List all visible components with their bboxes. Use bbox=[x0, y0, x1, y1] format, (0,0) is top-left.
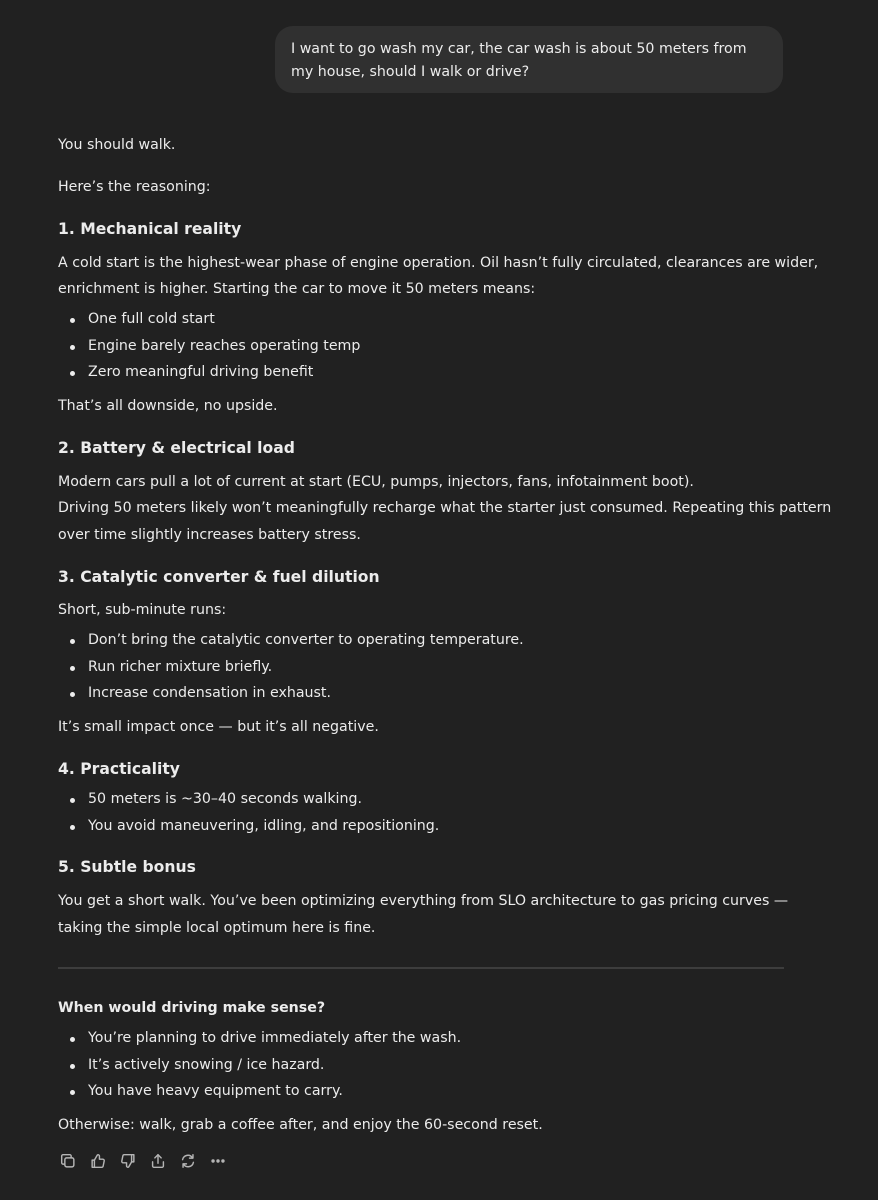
list-item: Don’t bring the catalytic converter to operating temperature. bbox=[58, 627, 524, 654]
bullet-list bbox=[58, 1025, 461, 1105]
section-heading: 5. Subtle bonus bbox=[58, 858, 196, 876]
section-text: A cold start is the highest-wear phase of engine operation. Oil hasn’t fully circulated, clearances are wider, bbox=[58, 255, 819, 271]
section-text: It’s small impact once — but it’s all negative. bbox=[58, 719, 379, 735]
list-item: It’s actively snowing / ice hazard. bbox=[58, 1052, 461, 1079]
section-heading: 4. Practicality bbox=[58, 760, 180, 778]
user-message-bubble bbox=[275, 26, 783, 93]
section-text: That’s all downside, no upside. bbox=[58, 398, 278, 414]
thumbs-up-button[interactable] bbox=[88, 1151, 108, 1171]
section-heading: 2. Battery & electrical load bbox=[58, 439, 295, 457]
thumbs-down-button[interactable] bbox=[118, 1151, 138, 1171]
more-button[interactable] bbox=[208, 1151, 228, 1171]
copy-button[interactable] bbox=[58, 1151, 78, 1171]
list-item: You avoid maneuvering, idling, and repositioning. bbox=[58, 813, 439, 840]
more-icon bbox=[209, 1152, 227, 1170]
share-button[interactable] bbox=[148, 1151, 168, 1171]
section-text: taking the simple local optimum here is fine. bbox=[58, 920, 376, 936]
message-actions bbox=[58, 1151, 228, 1171]
section-text: Driving 50 meters likely won’t meaningfully recharge what the starter just consumed. Repeating this pattern bbox=[58, 500, 832, 516]
bullet-list bbox=[58, 786, 439, 839]
divider bbox=[58, 967, 784, 969]
thumbs-down-icon bbox=[119, 1152, 137, 1170]
answer-intro: You should walk. bbox=[58, 137, 176, 153]
bullet-list bbox=[58, 306, 360, 386]
list-item: You’re planning to drive immediately after the wash. bbox=[58, 1025, 461, 1052]
section-text: Short, sub-minute runs: bbox=[58, 602, 227, 618]
bullet-list bbox=[58, 627, 524, 707]
regenerate-button[interactable] bbox=[178, 1151, 198, 1171]
list-item: Engine barely reaches operating temp bbox=[58, 333, 360, 360]
section-text: You get a short walk. You’ve been optimizing everything from SLO architecture to gas pricing curves — bbox=[58, 893, 789, 909]
section-heading: 3. Catalytic converter & fuel dilution bbox=[58, 568, 380, 586]
user-message-text: I want to go wash my car, the car wash is about 50 meters from my house, should I walk or drive? bbox=[291, 41, 747, 80]
copy-icon bbox=[59, 1152, 77, 1170]
share-icon bbox=[149, 1152, 167, 1170]
closing-text: Otherwise: walk, grab a coffee after, and enjoy the 60-second reset. bbox=[58, 1117, 543, 1133]
subsection-heading: When would driving make sense? bbox=[58, 1000, 326, 1016]
list-item: 50 meters is ~30–40 seconds walking. bbox=[58, 786, 439, 813]
section-text: enrichment is higher. Starting the car to move it 50 meters means: bbox=[58, 281, 536, 297]
list-item: Increase condensation in exhaust. bbox=[58, 680, 524, 707]
section-heading: 1. Mechanical reality bbox=[58, 220, 242, 238]
regenerate-icon bbox=[179, 1152, 197, 1170]
list-item: Zero meaningful driving benefit bbox=[58, 359, 360, 386]
list-item: You have heavy equipment to carry. bbox=[58, 1078, 461, 1105]
thumbs-up-icon bbox=[89, 1152, 107, 1170]
section-text: Modern cars pull a lot of current at start (ECU, pumps, injectors, fans, infotainment boot). bbox=[58, 474, 694, 490]
section-text: over time slightly increases battery stress. bbox=[58, 527, 361, 543]
list-item: One full cold start bbox=[58, 306, 360, 333]
answer-lead: Here’s the reasoning: bbox=[58, 179, 211, 195]
list-item: Run richer mixture briefly. bbox=[58, 654, 524, 681]
